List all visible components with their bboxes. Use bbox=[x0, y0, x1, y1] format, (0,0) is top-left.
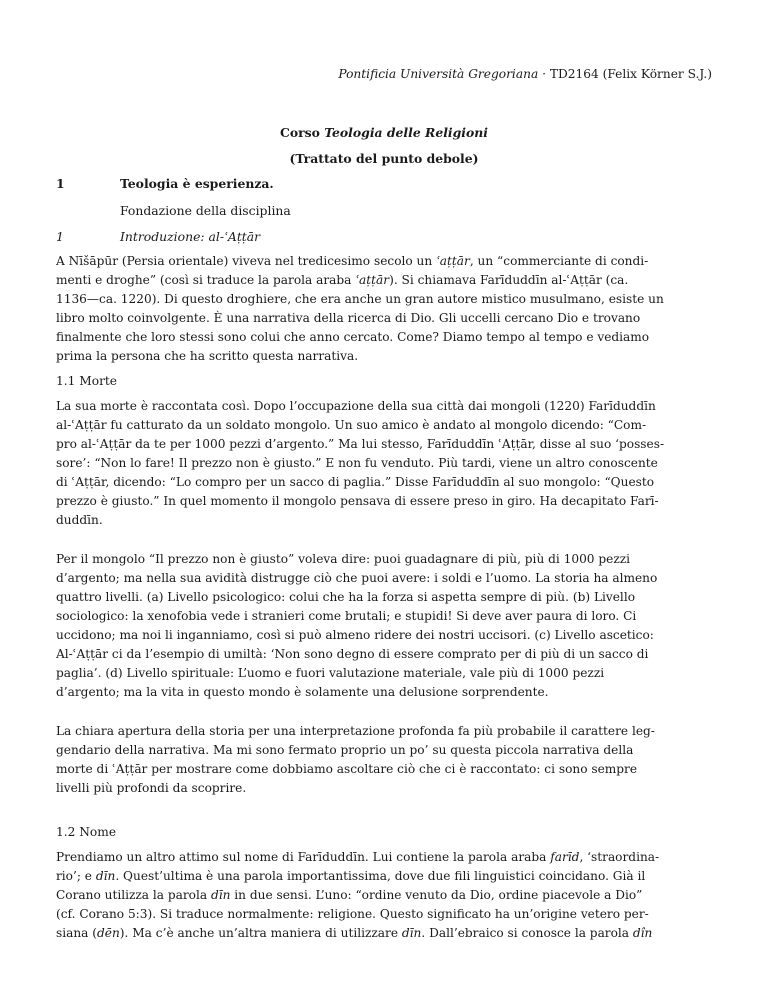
intro-paragraph bbox=[56, 252, 716, 366]
intro-line: prima la persona che ha scritto questa narrativa. bbox=[56, 349, 359, 363]
nome-line: Prendiamo un altro attimo sul nome di Farīduddīn. Lui contiene la parola araba farīd, ‘straordina- bbox=[56, 850, 660, 864]
livelli-paragraph bbox=[56, 550, 716, 702]
livelli-line: Per il mongolo “Il prezzo non è giusto” voleva dire: puoi guadagnare di più, più di 1000 pezzi bbox=[56, 552, 631, 566]
intro-line: libro molto coinvolgente. È una narrativa della ricerca di Dio. Gli uccelli cercano Dio e trovano bbox=[56, 311, 641, 325]
chapter-subtitle: Fondazione della disciplina bbox=[120, 203, 291, 218]
nome-line: rio’; e dīn. Quest’ultima è una parola importantissima, dove due fili linguistici coincidano. Già il bbox=[56, 869, 646, 883]
livelli-line: d’argento; ma nella sua avidità distrugge ciò che puoi avere: i soldi e l’uomo. La storia ha almeno bbox=[56, 571, 658, 585]
nome-paragraph bbox=[56, 848, 716, 943]
morte-paragraph bbox=[56, 397, 716, 530]
header-institution: Pontificia Università Gregoriana bbox=[338, 67, 539, 81]
nome-line: (cf. Corano 5:3). Si traduce normalmente: religione. Questo significato ha un’origine vetero per- bbox=[56, 907, 649, 921]
livelli-line: d’argento; ma la vita in questo mondo è solamente una delusione sorprendente. bbox=[56, 685, 549, 699]
section-title: Introduzione: al-ʿAṭṭār bbox=[120, 229, 261, 244]
course-title bbox=[0, 125, 768, 141]
morte-line: pro al-ʿAṭṭār da te per 1000 pezzi d’argento.” Ma lui stesso, Farīduddīn ʿAṭṭār, disse al suo ‘posses- bbox=[56, 437, 665, 451]
morte-line: sore’: “Non lo fare! Il prezzo non è giusto.” E non fu venduto. Più tardi, viene un altro conoscente bbox=[56, 456, 658, 470]
intro-line: finalmente che loro stessi sono colui che anno cercato. Come? Diamo tempo al tempo e vediamo bbox=[56, 330, 650, 344]
apertura-line: livelli più profondi da scoprire. bbox=[56, 781, 247, 795]
chapter-title: Teologia è esperienza. bbox=[120, 176, 274, 191]
morte-line: duddīn. bbox=[56, 513, 103, 527]
subheading-nome: 1.2 Nome bbox=[56, 825, 117, 839]
header-separator: · bbox=[538, 67, 550, 81]
apertura-paragraph bbox=[56, 722, 716, 798]
course-subtitle: (Trattato del punto debole) bbox=[289, 151, 479, 166]
livelli-line: uccidono; ma noi li inganniamo, così si può almeno ridere dei nostri uccisori. (c) Livello ascetico: bbox=[56, 628, 654, 642]
course-prefix: Corso bbox=[280, 125, 325, 140]
running-header bbox=[338, 66, 712, 82]
nome-line: Corano utilizza la parola dīn in due sensi. L’uno: “ordine venuto da Dio, ordine piacevole a Dio” bbox=[56, 888, 643, 902]
livelli-line: sociologico: la xenofobia vede i stranieri come brutali; e stupidi! Si deve aver paura di loro. Ci bbox=[56, 609, 637, 623]
apertura-line: La chiara apertura della storia per una interpretazione profonda fa più probabile il carattere leg- bbox=[56, 724, 655, 738]
livelli-line: quattro livelli. (a) Livello psicologico: colui che ha la forza si aspetta sempre di più. (b) Livello bbox=[56, 590, 636, 604]
apertura-line: gendario della narrativa. Ma mi sono fermato proprio un po’ su questa piccola narrativa della bbox=[56, 743, 634, 757]
intro-line: menti e droghe” (così si traduce la parola araba ʿaṭṭār). Si chiamava Farīduddīn al-ʿAṭṭār (ca. bbox=[56, 273, 629, 287]
nome-line: siana (dēn). Ma c’è anche un’altra maniera di utilizzare dīn. Dall’ebraico si conosce la parola dîn bbox=[56, 926, 653, 940]
subheading-morte: 1.1 Morte bbox=[56, 374, 118, 388]
intro-line: A Nīšāpūr (Persia orientale) viveva nel tredicesimo secolo un ʿaṭṭār, un “commerciante di condi- bbox=[56, 254, 649, 268]
chapter-number: 1 bbox=[56, 176, 65, 191]
morte-line: al-ʿAṭṭār fu catturato da un soldato mongolo. Un suo amico è andato al mongolo dicendo: “Com- bbox=[56, 418, 647, 432]
morte-line: prezzo è giusto.” In quel momento il mongolo pensava di essere preso in giro. Ha decapitato Farī- bbox=[56, 494, 659, 508]
section-number: 1 bbox=[56, 229, 64, 244]
livelli-line: paglia’. (d) Livello spirituale: L’uomo e fuori valutazione materiale, vale più di 1000 pezzi bbox=[56, 666, 605, 680]
intro-line: 1136—ca. 1220). Di questo droghiere, che era anche un gran autore mistico musulmano, esiste un bbox=[56, 292, 664, 306]
apertura-line: morte di ʿAṭṭār per mostrare come dobbiamo ascoltare ciò che ci è raccontato: ci sono sempre bbox=[56, 762, 638, 776]
course-name: Teologia delle Religioni bbox=[324, 125, 488, 140]
header-course-info: TD2164 (Felix Körner S.J.) bbox=[549, 67, 712, 81]
morte-line: La sua morte è raccontata così. Dopo l’occupazione della sua città dai mongoli (1220) Farīduddīn bbox=[56, 399, 656, 413]
morte-line: di ʿAṭṭār, dicendo: “Lo compro per un sacco di paglia.” Disse Farīduddīn al suo mongolo: “Questo bbox=[56, 475, 655, 489]
livelli-line: Al-ʿAṭṭār ci da l’esempio di umiltà: ‘Non sono degno di essere comprato per di più di un sacco di bbox=[56, 647, 649, 661]
